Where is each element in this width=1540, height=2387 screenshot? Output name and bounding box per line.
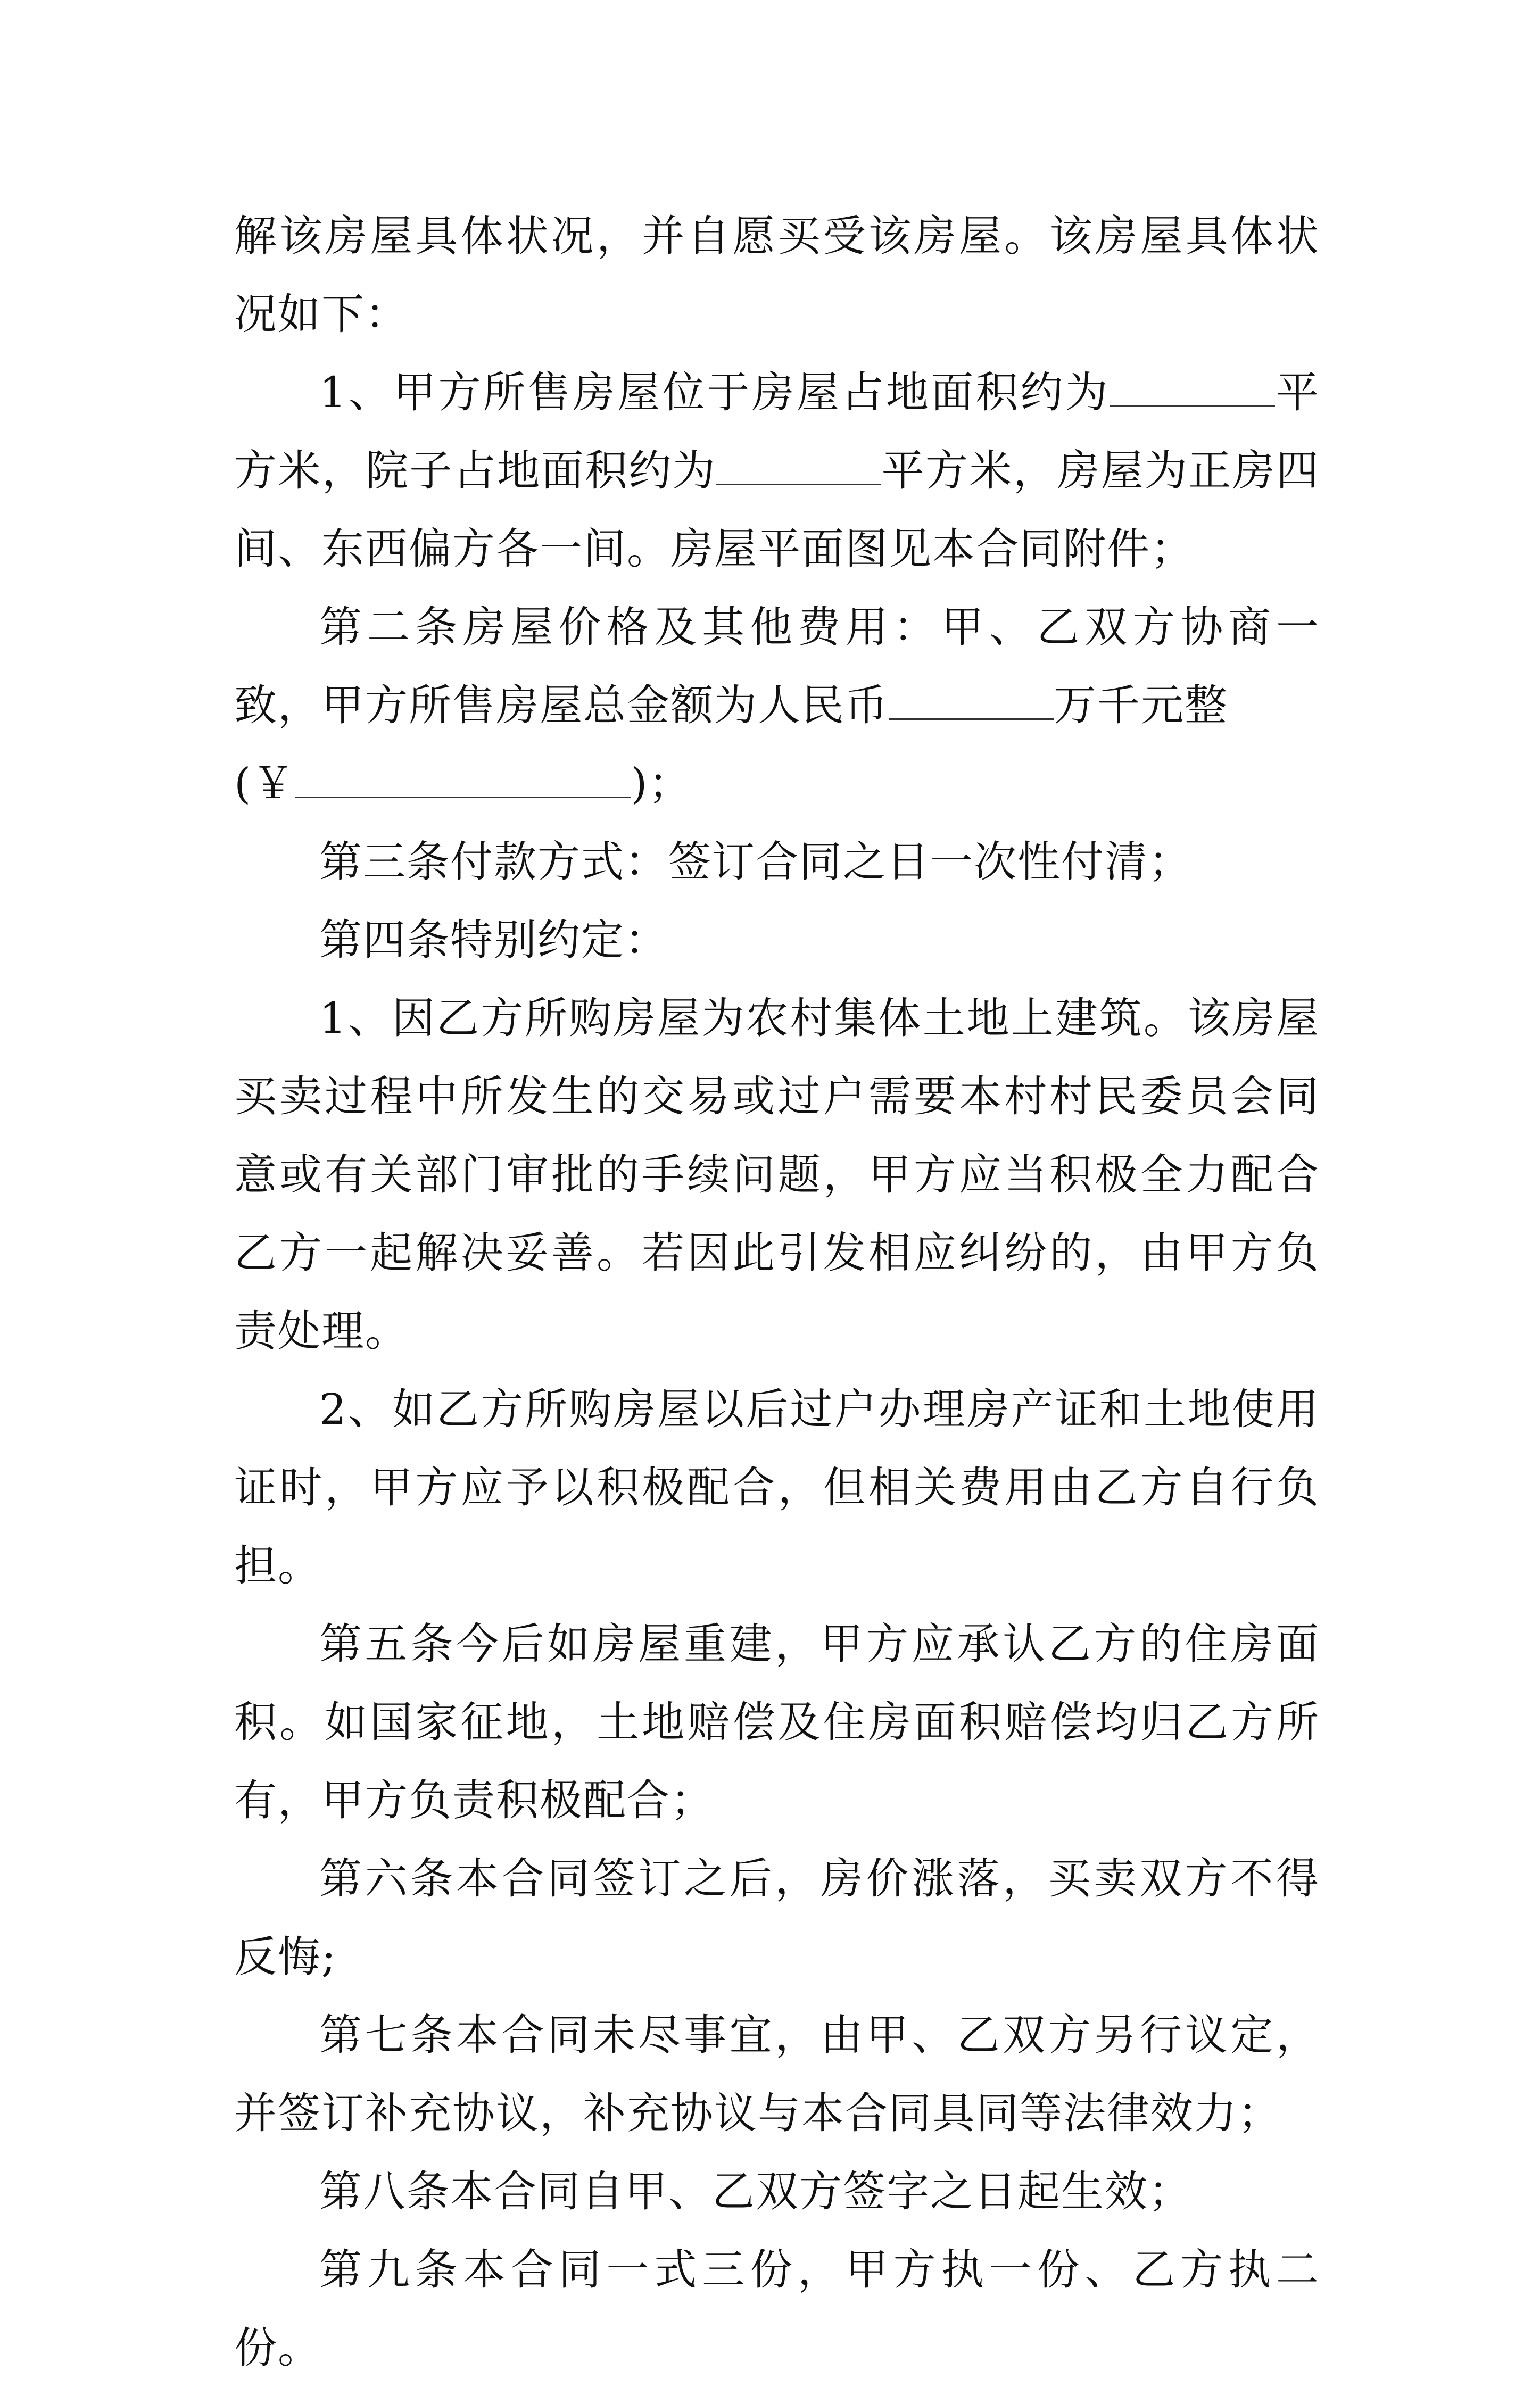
paragraph-house-area	[234, 353, 1320, 588]
clause-four-item-1: 1、因乙方所购房屋为农村集体土地上建筑。该房屋买卖过程中所发生的交易或过户需要本村村民委员会同意或有关部门审批的手续问题，甲方应当积极全力配合乙方一起解决妥善。若因此引发相应纠纷的，由甲方负责处理。	[234, 993, 1320, 1356]
price-text-1: 第二条房屋价格及其他费用：甲、乙双方协商一致，甲方所售房屋总金额为人民币	[234, 602, 1320, 730]
clause-six-no-regret: 第六条本合同签订之后，房价涨落，买卖双方不得反悔;	[234, 1854, 1320, 1982]
clause-eight-effective: 第八条本合同自甲、乙双方签字之日起生效；	[319, 2167, 1192, 2216]
area-text-1: 1、甲方所售房屋位于房屋占地面积约为	[319, 368, 1110, 417]
clause-seven-supplement: 第七条本合同未尽事宜，由甲、乙双方另行议定，并签订补充协议，补充协议与本合同具同等法律效力；	[234, 2010, 1320, 2138]
clause-nine-copies: 第九条本合同一式三份，甲方执一份、乙方执二份。	[234, 2245, 1320, 2373]
area-text-3: 平方米，房屋为正房四间、东西偏方各一间。房屋平面图见本合同附件；	[234, 446, 1320, 574]
house-area-blank[interactable]	[1110, 367, 1275, 407]
clause-three-payment: 第三条付款方式：签订合同之日一次性付清；	[319, 837, 1192, 886]
clause-two-price	[234, 588, 1320, 823]
contract-body	[234, 197, 1320, 2387]
yard-area-blank[interactable]	[716, 445, 881, 485]
price-amount-blank[interactable]	[889, 680, 1054, 720]
clause-five-rebuild: 第五条今后如房屋重建，甲方应承认乙方的住房面积。如国家征地，土地赔偿及住房面积赔偿均归乙方所有，甲方负责积极配合；	[234, 1619, 1320, 1825]
price-text-3: (￥	[234, 759, 296, 808]
clause-four-title: 第四条特别约定：	[319, 915, 668, 965]
price-number-blank[interactable]	[295, 758, 631, 798]
price-text-2: 万千元整	[1054, 681, 1228, 730]
price-text-4: )；	[631, 759, 692, 808]
clause-four-item-2: 2、如乙方所购房屋以后过户办理房产证和土地使用证时，甲方应予以积极配合，但相关费用由乙方自行负担。	[234, 1385, 1320, 1590]
area-text-2: 平方米，院子占地面积约为	[234, 368, 1320, 495]
paragraph-house-condition: 解该房屋具体状况，并自愿买受该房屋。该房屋具体状况如下：	[234, 211, 1320, 339]
